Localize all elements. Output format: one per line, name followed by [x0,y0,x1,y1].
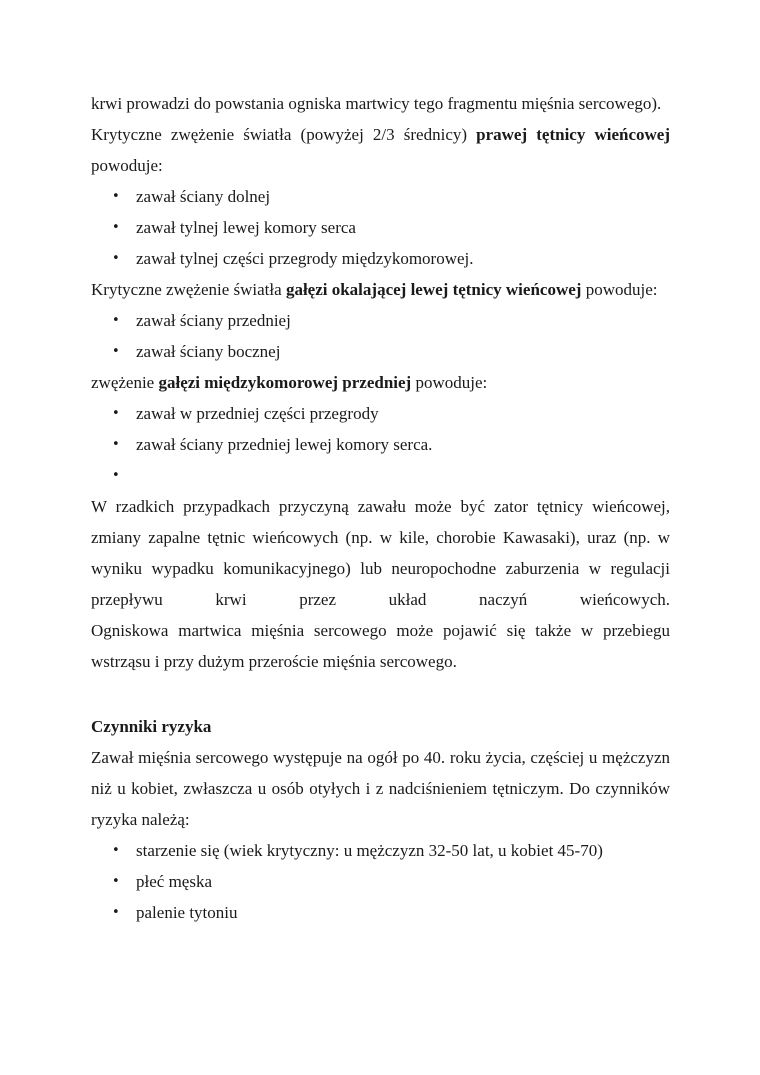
list-item: • zawał ściany przedniej lewej komory serca. [91,429,670,460]
text-span: powoduje: [411,373,488,392]
list-item: • palenie tytoniu [91,897,670,928]
bullet-list-risk-factors [91,835,670,928]
paragraph-anterior-interventricular [91,367,670,398]
list-item: • płeć męska [91,866,670,897]
section-heading: Czynniki ryzyka [91,717,212,736]
list-item: • zawał ściany dolnej [91,181,670,212]
list-item: • zawał ściany bocznej [91,336,670,367]
list-item: • zawał w przedniej części przegrody [91,398,670,429]
text-span: zwężenie [91,373,159,392]
bullet-list-circumflex [91,305,670,367]
paragraph-focal-necrosis: Ogniskowa martwica mięśnia sercowego może pojawić się także w przebiegu wstrząsu i przy dużym przeroście mięśnia sercowego. [91,621,670,671]
paragraph-right-coronary [91,119,670,181]
text-span: powoduje: [581,280,658,299]
document-page [91,88,670,928]
bold-term: gałęzi międzykomorowej przedniej [158,373,412,392]
list-item-empty [91,460,670,491]
text-span: Krytyczne zwężenie światła [91,280,286,299]
text-span: Krytyczne zwężenie światła (powyżej 2/3 średnicy) [91,125,477,144]
paragraph-intro: krwi prowadzi do powstania ogniska martwicy tego fragmentu mięśnia sercowego). [91,94,662,113]
list-item: • starzenie się (wiek krytyczny: u mężczyzn 32-50 lat, u kobiet 45-70) [91,835,670,866]
bold-term: prawej tętnicy wieńcowej [476,125,671,144]
paragraph-circumflex [91,274,670,305]
bullet-list-anterior-interventricular [91,398,670,491]
list-item: • zawał tylnej części przegrody międzykomorowej. [91,243,670,274]
list-item: • zawał ściany przedniej [91,305,670,336]
text-span: powoduje: [91,156,163,175]
paragraph-rare-causes: W rzadkich przypadkach przyczyną zawału może być zator tętnicy wieńcowej, zmiany zapalne tętnic wieńcowych (np. w kile, chorobie Kawasaki), uraz (np. w wyniku wypadku komunikacyjnego) lub neuropochodne zaburzenia w regulacji przepływu krwi przez układ naczyń wieńcowych. [91,497,670,609]
list-item: • zawał tylnej lewej komory serca [91,212,670,243]
bold-term: gałęzi okalającej lewej tętnicy wieńcowej [285,280,582,299]
bullet-list-right-coronary [91,181,670,274]
paragraph-risk-intro: Zawał mięśnia sercowego występuje na ogół po 40. roku życia, częściej u mężczyzn niż u kobiet, zwłaszcza u osób otyłych i z nadciśnieniem tętniczym. Do czynników ryzyka należą: [91,748,670,829]
